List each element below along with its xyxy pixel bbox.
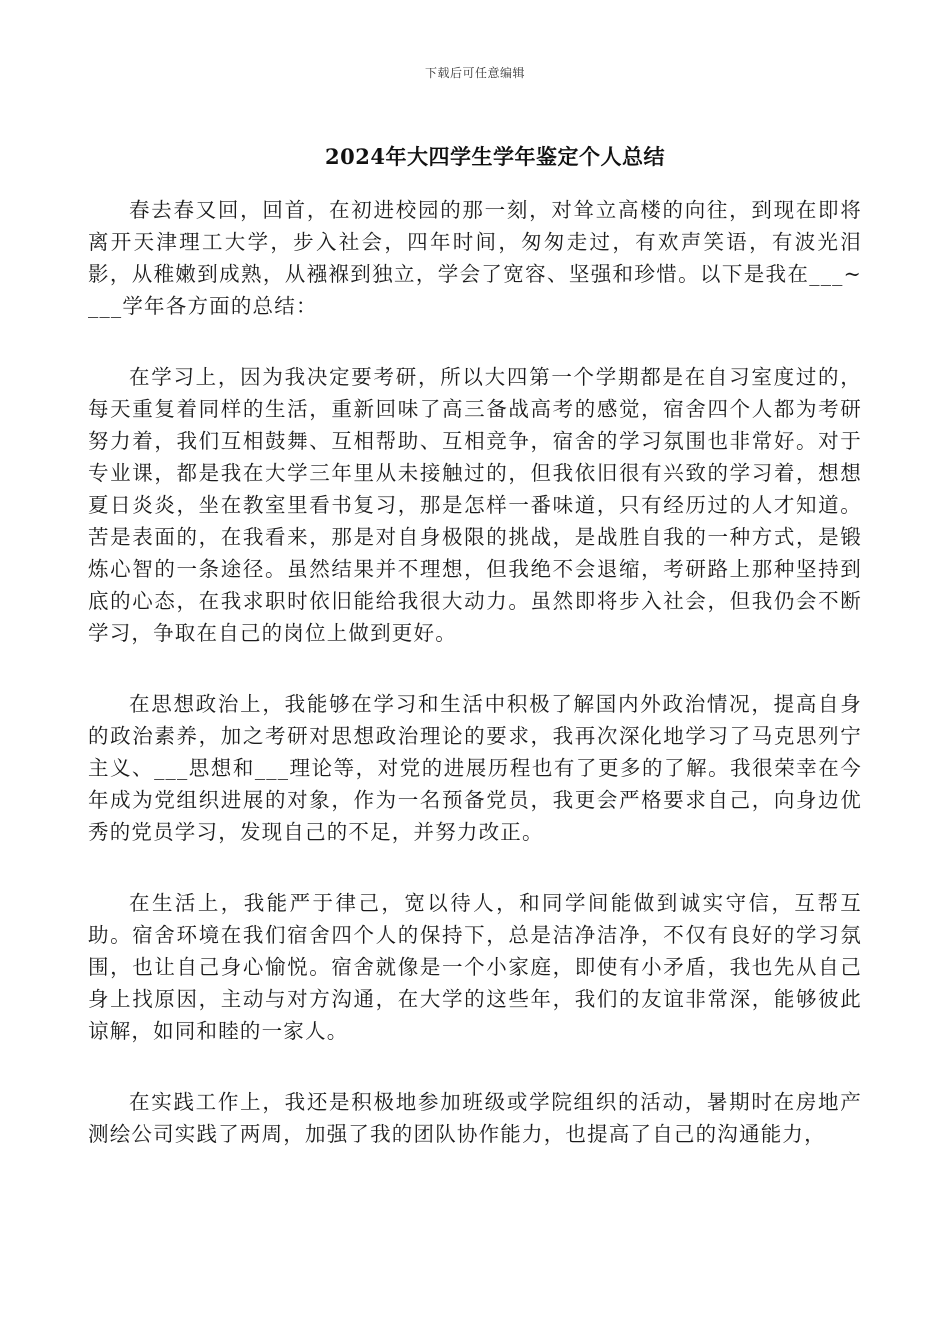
- document-body: [88, 194, 862, 1189]
- paragraph-politics: 在思想政治上，我能够在学习和生活中积极了解国内外政治情况，提高自身的政治素养，加之考研对思想政治理论的要求，我再次深化地学习了马克思列宁主义、___思想和___理论等，对党的进展历程也有了更多的了解。我很荣幸在今年成为党组织进展的对象，作为一名预备党员，我更会严格要求自己，向身边优秀的党员学习，发现自己的不足，并努力改正。: [88, 692, 862, 844]
- document-title: 2024年大四学生学年鉴定个人总结: [325, 144, 665, 169]
- paragraph-practice: 在实践工作上，我还是积极地参加班级或学院组织的活动，暑期时在房地产测绘公司实践了两周，加强了我的团队协作能力，也提高了自己的沟通能力，: [88, 1090, 862, 1146]
- header-note: 下载后可任意编辑: [424, 66, 525, 80]
- paragraph-life: 在生活上，我能严于律己，宽以待人，和同学间能做到诚实守信，互帮互助。宿舍环境在我们宿舍四个人的保持下，总是洁净洁净，不仅有良好的学习氛围，也让自己身心愉悦。宿舍就像是一个小家庭，即使有小矛盾，我也先从自己身上找原因，主动与对方沟通，在大学的这些年，我们的友谊非常深，能够彼此谅解，如同和睦的一家人。: [88, 891, 862, 1043]
- paragraph-study: 在学习上，因为我决定要考研，所以大四第一个学期都是在自习室度过的，每天重复着同样的生活，重新回味了高三备战高考的感觉，宿舍四个人都为考研努力着，我们互相鼓舞、互相帮助、互相竞争，宿舍的学习氛围也非常好。对于专业课，都是我在大学三年里从未接触过的，但我依旧很有兴致的学习着，想想夏日炎炎，坐在教室里看书复习，那是怎样一番味道，只有经历过的人才知道。苦是表面的，在我看来，那是对自身极限的挑战，是战胜自我的一种方式，是锻炼心智的一条途径。虽然结果并不理想，但我绝不会退缩，考研路上那种坚持到底的心态，在我求职时依旧能给我很大动力。虽然即将步入社会，但我仍会不断学习，争取在自己的岗位上做到更好。: [88, 365, 862, 645]
- paragraph-intro: 春去春又回，回首，在初进校园的那一刻，对耸立高楼的向往，到现在即将离开天津理工大学，步入社会，四年时间，匆匆走过，有欢声笑语，有波光泪影，从稚嫩到成熟，从襁褓到独立，学会了宽容、坚强和珍惜。以下是我在___~___学年各方面的总结：: [88, 198, 862, 318]
